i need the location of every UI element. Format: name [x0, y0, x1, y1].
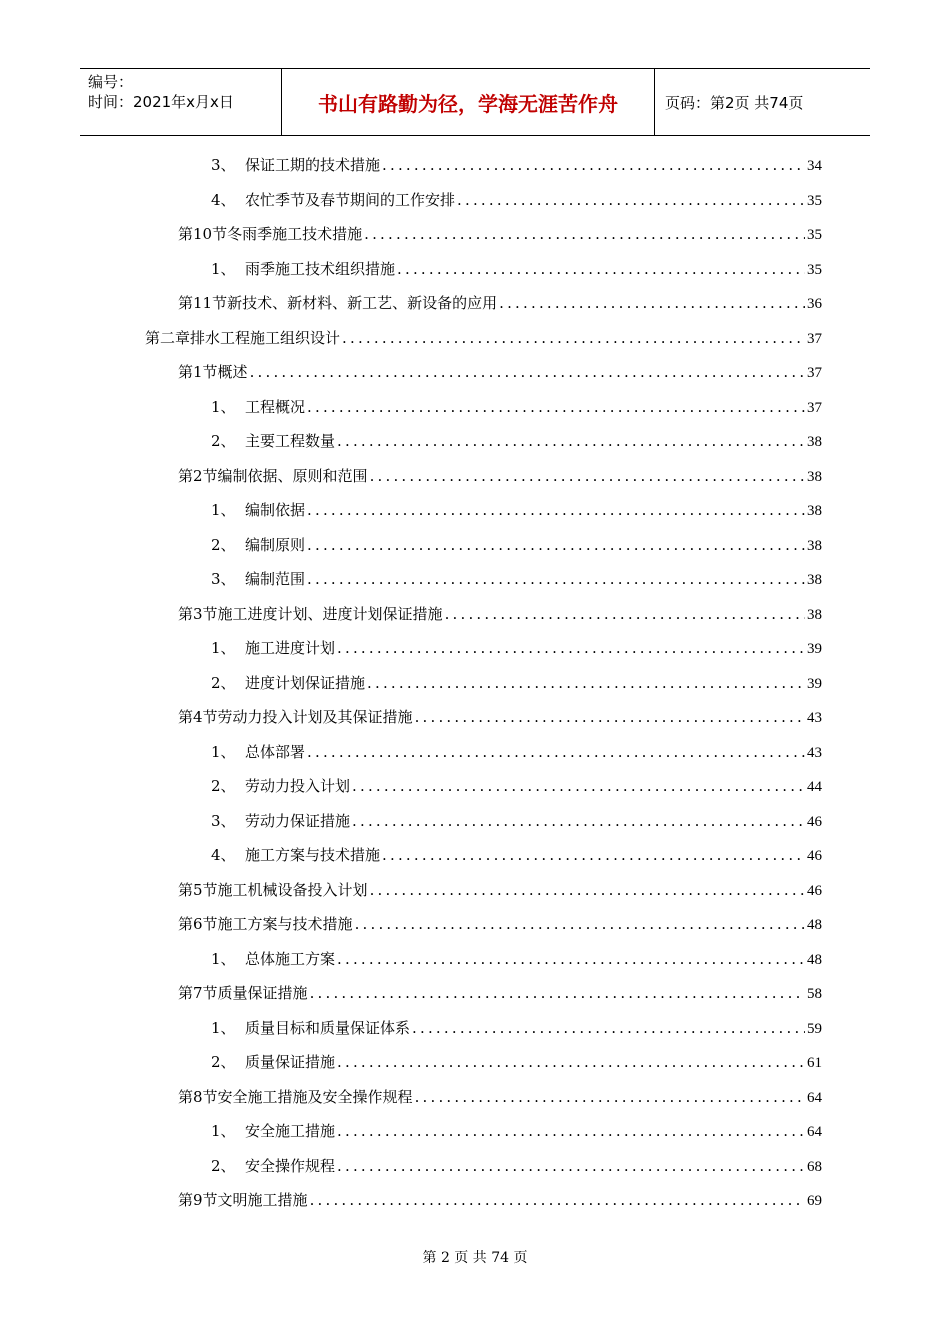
header-motto: 书山有路勤为径，学海无涯苦作舟 — [282, 69, 655, 135]
toc-entry-number: 1、 — [211, 1018, 236, 1037]
toc-entry-title: 施工方案与技术措施 — [245, 846, 381, 864]
toc-entry-page: 48 — [807, 951, 822, 968]
toc-leader-dots — [250, 362, 805, 382]
toc-entry-page: 59 — [807, 1020, 822, 1037]
time-label: 时间：2021年x月x日 — [88, 93, 234, 111]
toc-entry-number: 1、 — [211, 259, 236, 278]
toc-entry-page: 38 — [807, 468, 822, 485]
header-page-info: 页码：第2页 共74页 — [665, 93, 804, 112]
toc-entry[interactable] — [178, 983, 822, 1004]
toc-entry-title: 保证工期的技术措施 — [245, 156, 381, 174]
toc-entry-title: 施工机械设备投入计划 — [217, 880, 368, 899]
toc-entry-title: 编制依据、原则和范围 — [217, 466, 368, 485]
toc-leader-dots — [337, 638, 805, 658]
toc-entry-number: 1、 — [211, 397, 236, 416]
toc-entry-number: 2、 — [211, 777, 236, 795]
toc-entry[interactable] — [211, 431, 822, 452]
toc-entry-page: 46 — [807, 848, 822, 864]
toc-entry-number: 第8节 — [178, 1087, 218, 1106]
toc-entry-page: 37 — [807, 330, 822, 347]
toc-leader-dots — [355, 914, 805, 934]
toc-entry-title: 编制范围 — [245, 570, 306, 588]
toc-entry[interactable] — [211, 1121, 822, 1142]
toc-entry[interactable] — [178, 466, 822, 487]
toc-entry-number: 2、 — [211, 432, 236, 450]
toc-leader-dots — [370, 466, 805, 486]
toc-entry[interactable] — [178, 880, 822, 901]
toc-entry[interactable] — [211, 259, 822, 280]
toc-entry-number: 第9节 — [178, 1191, 218, 1209]
toc-entry[interactable] — [211, 190, 822, 211]
toc-entry-page: 58 — [807, 986, 822, 1002]
toc-entry-title: 编制原则 — [245, 535, 306, 554]
toc-entry-page: 39 — [807, 641, 822, 657]
toc-entry-page: 38 — [807, 572, 822, 588]
toc-entry-number: 第1节 — [178, 363, 218, 381]
toc-entry[interactable] — [178, 362, 822, 383]
toc-entry-page: 64 — [807, 1089, 822, 1106]
toc-entry-title: 质量保证措施 — [245, 1053, 336, 1071]
toc-entry-number: 第2节 — [178, 466, 218, 485]
toc-entry-page: 34 — [807, 158, 822, 174]
toc-leader-dots — [307, 500, 805, 520]
toc-leader-dots — [367, 673, 805, 693]
toc-entry-page: 68 — [807, 1158, 822, 1175]
toc-entry-title: 冬雨季施工技术措施 — [227, 225, 363, 243]
toc-leader-dots — [397, 259, 805, 279]
toc-leader-dots — [412, 1018, 805, 1038]
toc-entry-page: 36 — [807, 296, 822, 312]
toc-entry[interactable] — [211, 1018, 822, 1039]
page-footer: 第 2 页 共 74 页 — [422, 1250, 528, 1266]
toc-entry-title: 工程概况 — [245, 397, 306, 416]
toc-leader-dots — [337, 949, 805, 969]
toc-entry[interactable] — [178, 1190, 822, 1211]
toc-entry-title: 安全施工措施 — [245, 1122, 336, 1140]
toc-leader-dots — [337, 431, 805, 451]
page-header — [80, 68, 870, 136]
toc-leader-dots — [310, 1190, 805, 1210]
toc-entry-page: 43 — [807, 710, 822, 726]
toc-entry-page: 48 — [807, 917, 822, 933]
toc-entry-page: 43 — [807, 744, 822, 761]
toc-entry[interactable] — [211, 500, 822, 521]
toc-entry-title: 质量保证措施 — [217, 984, 308, 1002]
toc-entry-page: 64 — [807, 1124, 822, 1140]
toc-entry-title: 主要工程数量 — [245, 432, 336, 450]
toc-leader-dots — [382, 155, 805, 175]
toc-entry-page: 35 — [807, 227, 822, 243]
toc-entry-title: 质量目标和质量保证体系 — [245, 1018, 411, 1037]
toc-entry[interactable] — [211, 949, 822, 970]
toc-entry-number: 1、 — [211, 742, 236, 761]
toc-entry[interactable] — [178, 604, 822, 625]
toc-leader-dots — [307, 535, 805, 555]
toc-entry[interactable] — [211, 638, 822, 659]
toc-entry-title: 排水工程施工组织设计 — [190, 328, 341, 347]
toc-entry-number: 第11节 — [178, 294, 228, 312]
toc-leader-dots — [370, 880, 805, 900]
toc-entry-title: 概述 — [217, 363, 248, 381]
toc-entry[interactable] — [211, 535, 822, 556]
toc-entry-number: 1、 — [211, 1122, 236, 1140]
toc-entry-title: 雨季施工技术组织措施 — [245, 259, 396, 278]
toc-entry-number: 1、 — [211, 639, 236, 657]
toc-leader-dots — [307, 569, 805, 589]
toc-entry-title: 编制依据 — [245, 501, 306, 519]
toc-entry[interactable] — [178, 293, 822, 314]
toc-entry[interactable] — [211, 673, 822, 694]
toc-leader-dots — [415, 1087, 805, 1107]
toc-entry-page: 38 — [807, 434, 822, 450]
toc-entry-title: 文明施工措施 — [217, 1191, 308, 1209]
toc-entry-number: 3、 — [211, 570, 236, 588]
toc-entry-title: 劳动力保证措施 — [245, 811, 351, 830]
toc-entry-page: 39 — [807, 675, 822, 692]
toc-entry[interactable] — [211, 776, 822, 797]
toc-entry-title: 劳动力投入计划及其保证措施 — [217, 708, 413, 726]
toc-leader-dots — [352, 811, 805, 831]
toc-leader-dots — [445, 604, 805, 624]
toc-entry-title: 劳动力投入计划 — [245, 777, 351, 795]
toc-entry-page: 35 — [807, 192, 822, 209]
toc-entry-number: 第6节 — [178, 915, 218, 933]
toc-entry-number: 2、 — [211, 673, 236, 692]
toc-entry-title: 安全操作规程 — [245, 1156, 336, 1175]
toc-entry-page: 44 — [807, 779, 822, 795]
toc-entry-page: 38 — [807, 537, 822, 554]
toc-entry[interactable] — [211, 155, 822, 176]
toc-entry-number: 4、 — [211, 846, 236, 864]
toc-entry-page: 38 — [807, 606, 822, 623]
toc-entry[interactable] — [145, 328, 822, 349]
toc-entry-page: 46 — [807, 882, 822, 899]
toc-leader-dots — [337, 1121, 805, 1141]
toc-leader-dots — [307, 742, 805, 762]
toc-entry[interactable] — [178, 224, 822, 245]
toc-leader-dots — [342, 328, 805, 348]
toc-entry-page: 35 — [807, 261, 822, 278]
toc-entry-page: 37 — [807, 399, 822, 416]
toc-entry-title: 新技术、新材料、新工艺、新设备的应用 — [227, 294, 498, 312]
toc-entry-page: 46 — [807, 813, 822, 830]
toc-entry-number: 1、 — [211, 949, 236, 968]
toc-entry-title: 进度计划保证措施 — [245, 673, 366, 692]
toc-entry[interactable] — [211, 397, 822, 418]
toc-leader-dots — [457, 190, 805, 210]
toc-entry-page: 61 — [807, 1055, 822, 1071]
toc-entry-number: 第二章 — [145, 328, 191, 347]
toc-entry-number: 2、 — [211, 1156, 236, 1175]
toc-entry[interactable] — [211, 811, 822, 832]
toc-entry-page: 69 — [807, 1193, 822, 1209]
toc-entry-number: 4、 — [211, 190, 236, 209]
toc-entry-number: 第5节 — [178, 880, 218, 899]
toc-entry-number: 第4节 — [178, 708, 218, 726]
toc-entry[interactable] — [211, 1052, 822, 1073]
toc-leader-dots — [499, 293, 805, 313]
toc-entry[interactable] — [178, 707, 822, 728]
toc-leader-dots — [364, 224, 805, 244]
toc-leader-dots — [352, 776, 805, 796]
toc-leader-dots — [382, 845, 805, 865]
toc-entry-number: 2、 — [211, 535, 236, 554]
toc-entry-page: 38 — [807, 503, 822, 519]
header-meta — [80, 69, 282, 135]
toc-leader-dots — [307, 397, 805, 417]
toc-entry[interactable] — [211, 569, 822, 590]
toc-entry[interactable] — [211, 845, 822, 866]
toc-entry-title: 施工进度计划、进度计划保证措施 — [217, 604, 443, 623]
toc-entry-number: 第7节 — [178, 984, 218, 1002]
toc-entry-page: 37 — [807, 365, 822, 381]
toc-entry[interactable] — [178, 914, 822, 935]
number-label: 编号： — [88, 73, 134, 91]
toc-entry-title: 总体施工方案 — [245, 949, 336, 968]
toc-entry-title: 施工方案与技术措施 — [217, 915, 353, 933]
toc-entry-number: 2、 — [211, 1053, 236, 1071]
toc-entry-title: 安全施工措施及安全操作规程 — [217, 1087, 413, 1106]
toc-leader-dots — [337, 1156, 805, 1176]
toc-entry-number: 第10节 — [178, 225, 228, 243]
toc-entry[interactable] — [211, 1156, 822, 1177]
toc-entry-number: 1、 — [211, 501, 236, 519]
toc-entry-title: 农忙季节及春节期间的工作安排 — [245, 190, 456, 209]
toc-leader-dots — [415, 707, 805, 727]
toc-leader-dots — [337, 1052, 805, 1072]
toc-entry-number: 第3节 — [178, 604, 218, 623]
toc-entry[interactable] — [211, 742, 822, 763]
toc-entry-number: 3、 — [211, 811, 236, 830]
toc-entry-title: 施工进度计划 — [245, 639, 336, 657]
toc-entry[interactable] — [178, 1087, 822, 1108]
toc-entry-title: 总体部署 — [245, 742, 306, 761]
toc-entry-number: 3、 — [211, 156, 236, 174]
toc-leader-dots — [310, 983, 805, 1003]
